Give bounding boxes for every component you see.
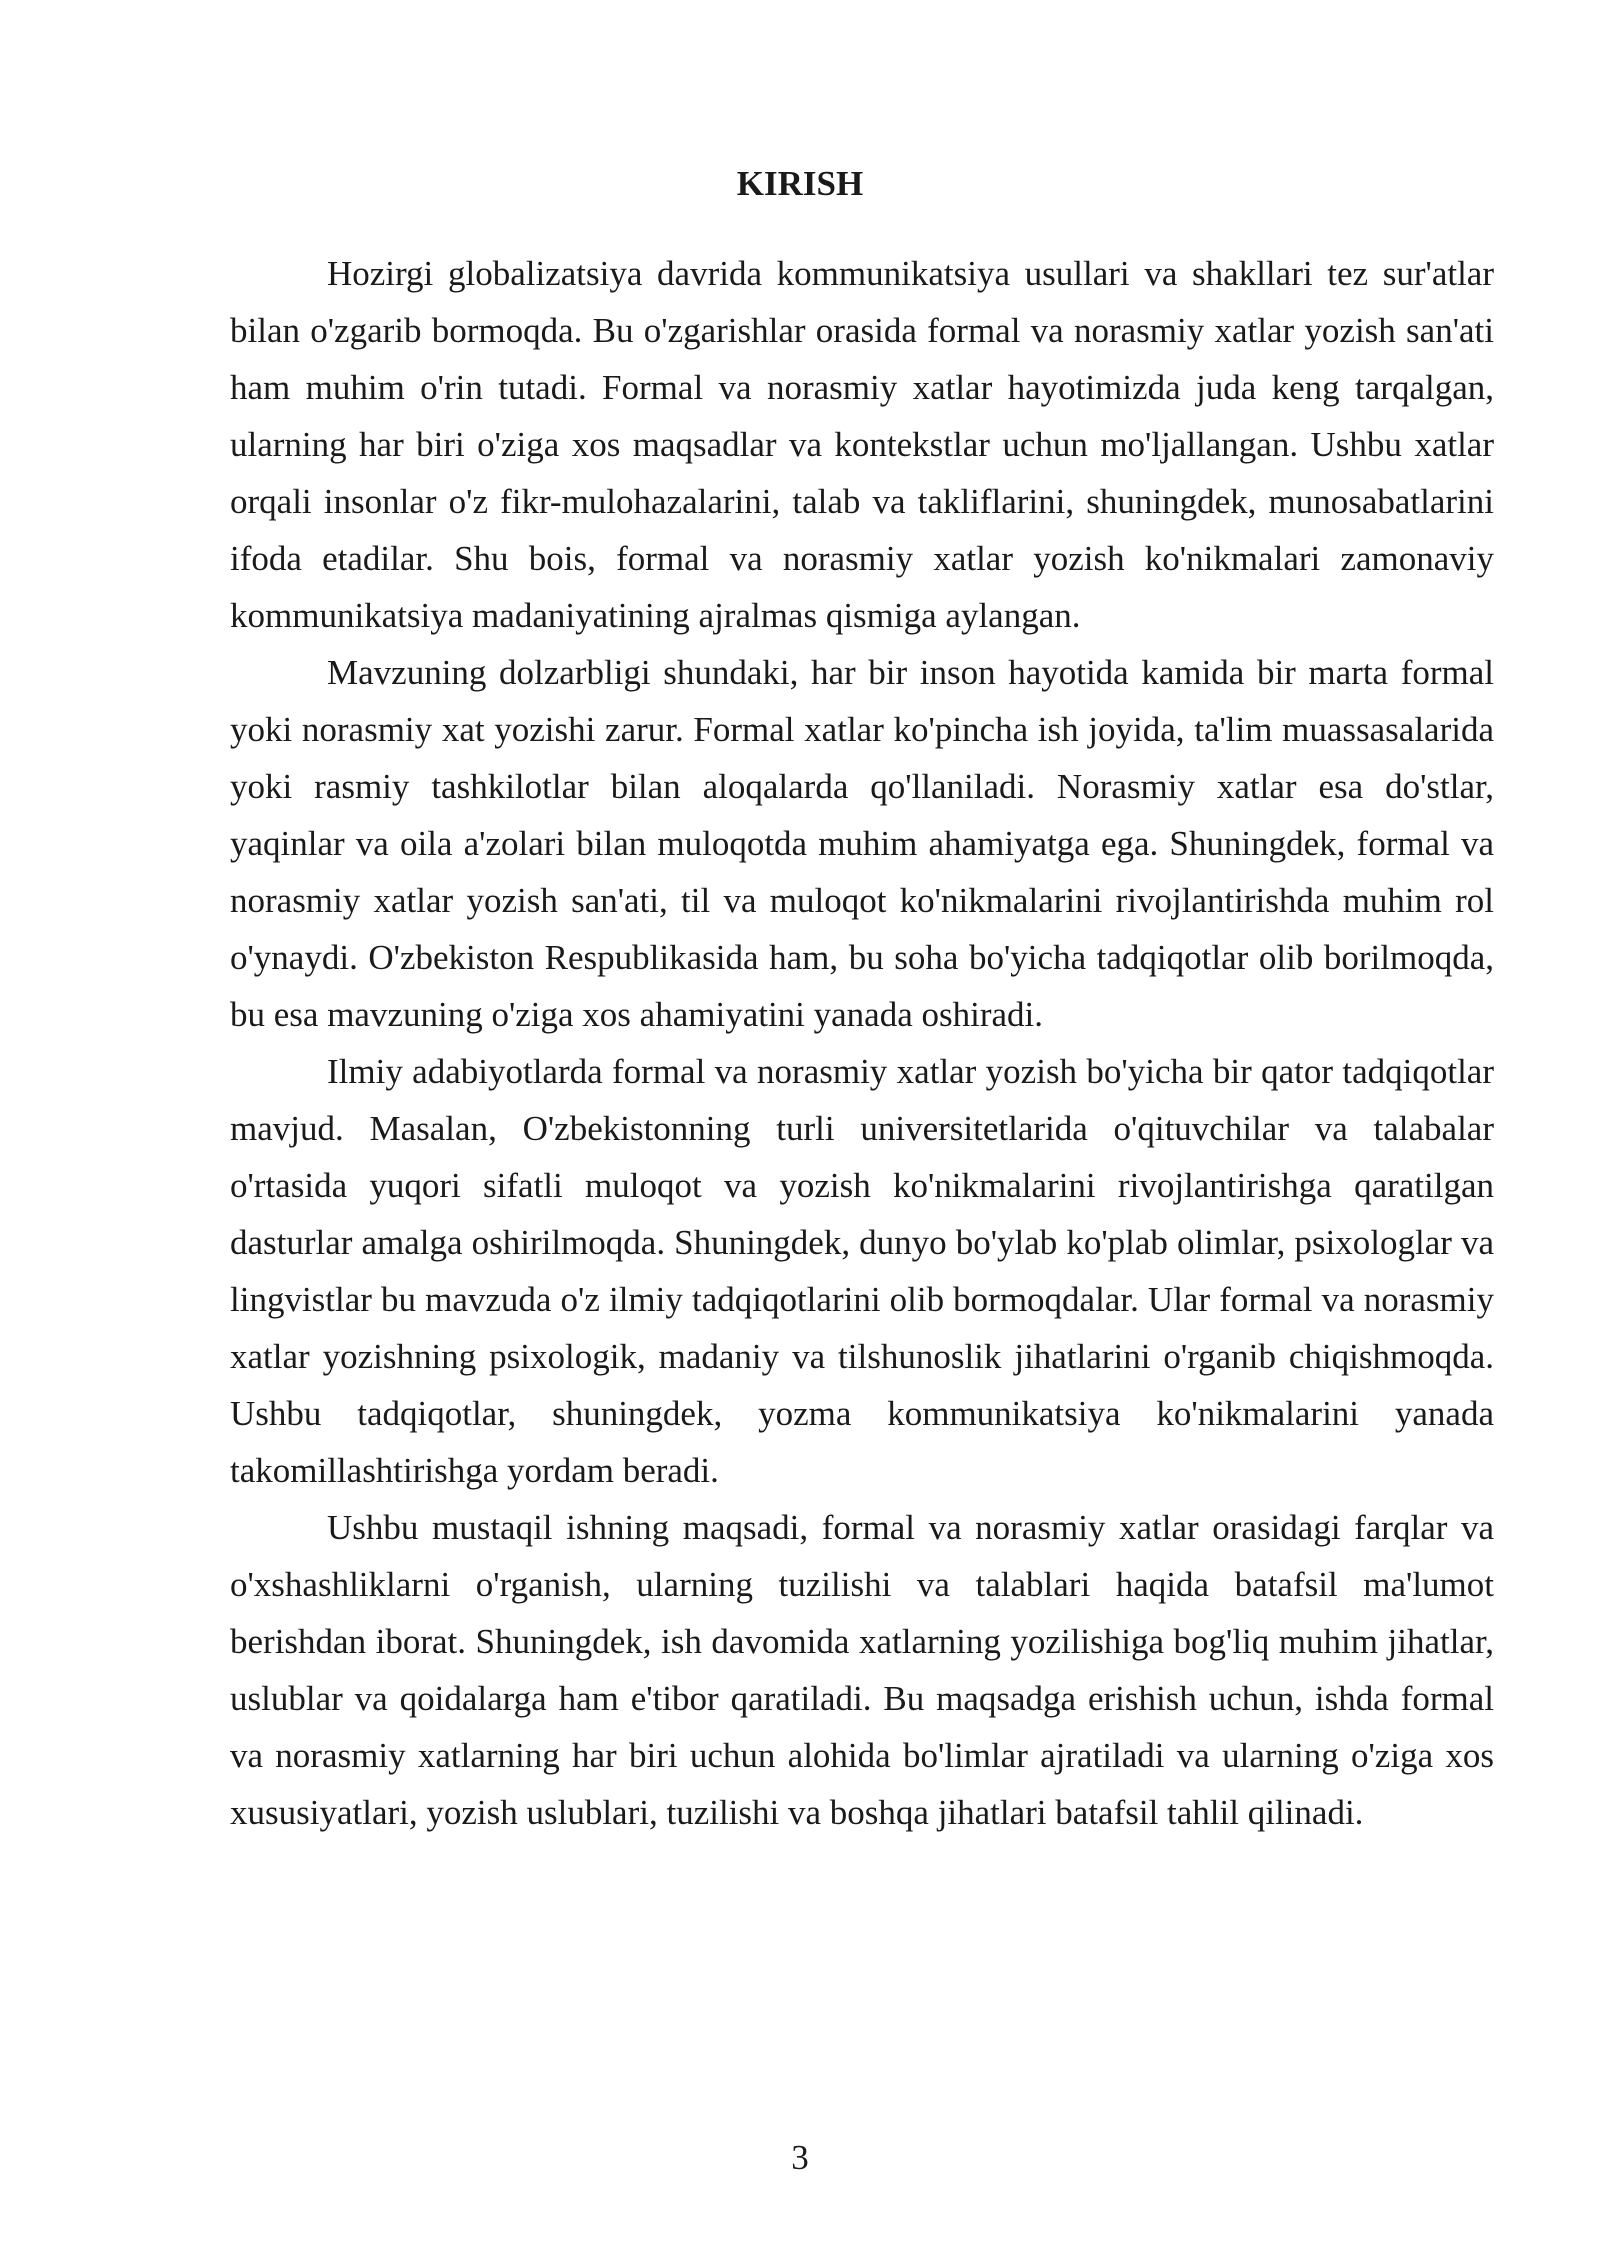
page-number: 3 — [791, 2138, 809, 2177]
section-heading: KIRISH — [736, 164, 864, 203]
paragraph-2: Mavzuning dolzarbligi shundaki, har bir inson hayotida kamida bir marta formal yoki norasmiy xat yozishi zarur. Formal xatlar ko'pincha ish joyida, ta'lim muassasalarida yoki rasmiy tashkilotlar bilan aloqalarda qo'llaniladi. Norasmiy xatlar esa do'stlar, yaqinlar va oila a'zolari bilan muloqotda muhim ahamiyatga ega. Shuningdek, formal va norasmiy xatlar yozish san'ati, til va muloqot ko'nikmalarini rivojlantirishda muhim rol o'ynaydi. O'zbekiston Respublikasida ham, bu soha bo'yicha tadqiqotlar olib borilmoqda, bu esa mavzuning o'ziga xos ahamiyatini yanada oshiradi. — [230, 653, 1494, 1034]
body-text — [230, 245, 1494, 1841]
paragraph-1: Hozirgi globalizatsiya davrida kommunikatsiya usullari va shakllari tez sur'atlar bilan o'zgarib bormoqda. Bu o'zgarishlar orasida formal va norasmiy xatlar yozish san'ati ham muhim o'rin tutadi. Formal va norasmiy xatlar hayotimizda juda keng tarqalgan, ularning har biri o'ziga xos maqsadlar va kontekstlar uchun mo'ljallangan. Ushbu xatlar orqali insonlar o'z fikr-mulohazalarini, talab va takliflarini, shuningdek, munosabatlarini ifoda etadilar. Shu bois, formal va norasmiy xatlar yozish ko'nikmalari zamonaviy kommunikatsiya madaniyatining ajralmas qismiga aylangan. — [230, 254, 1494, 635]
paragraph-3: Ilmiy adabiyotlarda formal va norasmiy xatlar yozish bo'yicha bir qator tadqiqotlar mavjud. Masalan, O'zbekistonning turli universitetlarida o'qituvchilar va talabalar o'rtasida yuqori sifatli muloqot va yozish ko'nikmalarini rivojlantirishga qaratilgan dasturlar amalga oshirilmoqda. Shuningdek, dunyo bo'ylab ko'plab olimlar, psixologlar va lingvistlar bu mavzuda o'z ilmiy tadqiqotlarini olib bormoqdalar. Ular formal va norasmiy xatlar yozishning psixologik, madaniy va tilshunoslik jihatlarini o'rganib chiqishmoqda. Ushbu tadqiqotlar, shuningdek, yozma kommunikatsiya ko'nikmalarini yanada takomillashtirishga yordam beradi. — [230, 1052, 1494, 1490]
paragraph-4: Ushbu mustaqil ishning maqsadi, formal va norasmiy xatlar orasidagi farqlar va o'xshashliklarni o'rganish, ularning tuzilishi va talablari haqida batafsil ma'lumot berishdan iborat. Shuningdek, ish davomida xatlarning yozilishiga bog'liq muhim jihatlar, uslublar va qoidalarga ham e'tibor qaratiladi. Bu maqsadga erishish uchun, ishda formal va norasmiy xatlarning har biri uchun alohida bo'limlar ajratiladi va ularning o'ziga xos xususiyatlari, yozish uslublari, tuzilishi va boshqa jihatlari batafsil tahlil qilinadi. — [230, 1508, 1494, 1832]
